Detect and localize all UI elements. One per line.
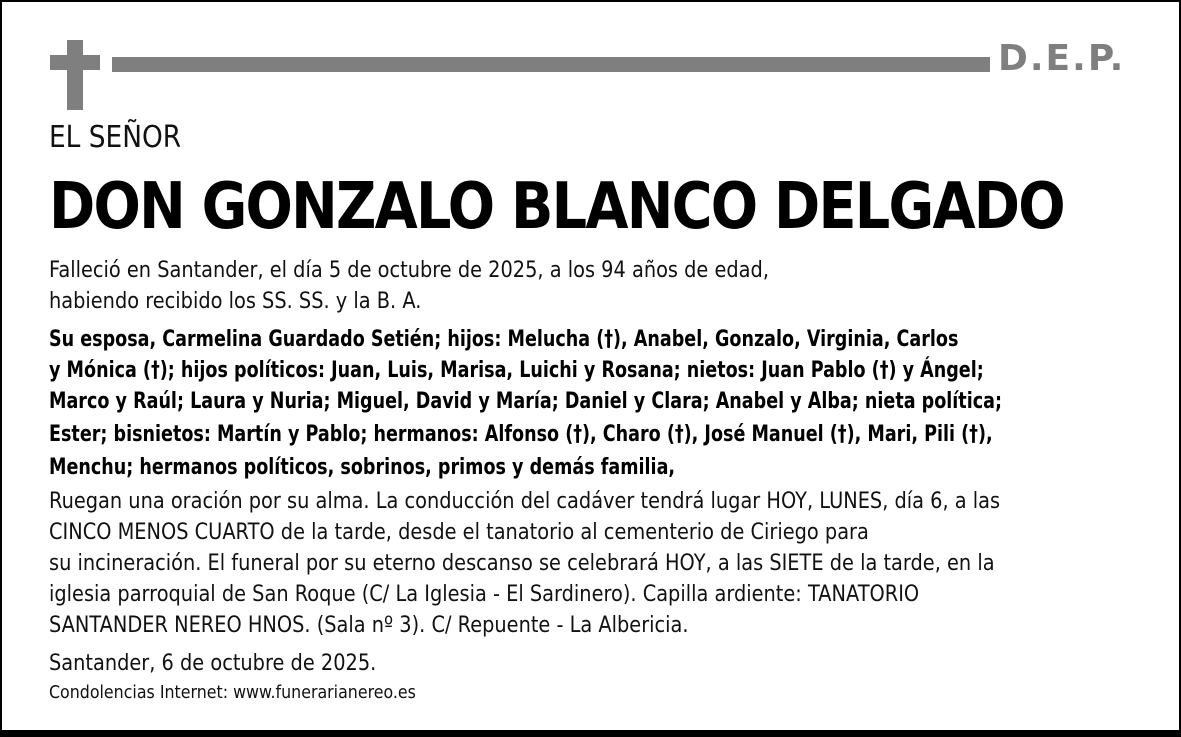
death-line: Falleció en Santander, el día 5 de octubre de 2025, a los 94 años de edad,: [49, 257, 769, 283]
honorific: EL SEÑOR: [49, 120, 182, 155]
ceremony-line: su incineración. El funeral por su eterno descanso se celebrará HOY, a las SIETE de la tarde, en la: [49, 550, 995, 576]
family-line: Marco y Raúl; Laura y Nuria; Miguel, David y María; Daniel y Clara; Anabel y Alba; nieta política;: [49, 388, 1002, 414]
condolences-text: Condolencias Internet: www.funerarianereo.es: [49, 682, 416, 703]
ceremony-line: CINCO MENOS CUARTO de la tarde, desde el tanatorio al cementerio de Ciriego para: [49, 519, 869, 545]
family-line: y Mónica (†); hijos políticos: Juan, Luis, Marisa, Luichi y Rosana; nietos: Juan Pablo (†) y Ángel;: [49, 357, 984, 383]
death-line: habiendo recibido los SS. SS. y la B. A.: [49, 288, 422, 314]
family-line: Ester; bisnietos: Martín y Pablo; hermanos: Alfonso (†), Charo (†), José Manuel (†), Mari, Pili (†),: [49, 421, 993, 447]
ceremony-line: SANTANDER NEREO HNOS. (Sala nº 3). C/ Repuente - La Albericia.: [49, 612, 689, 638]
family-line: Menchu; hermanos políticos, sobrinos, primos y demás familia,: [49, 454, 676, 480]
deceased-name: DON GONZALO BLANCO DELGADO: [49, 170, 1064, 244]
dep-label: D.E.P.: [998, 38, 1126, 79]
cross-icon: [50, 40, 100, 110]
place-date: Santander, 6 de octubre de 2025.: [49, 650, 377, 676]
ceremony-line: Ruegan una oración por su alma. La conducción del cadáver tendrá lugar HOY, LUNES, día 6, a las: [49, 488, 1001, 514]
family-line: Su esposa, Carmelina Guardado Setién; hijos: Melucha (†), Anabel, Gonzalo, Virginia, Carlos: [49, 326, 959, 352]
ceremony-line: iglesia parroquial de San Roque (C/ La Iglesia - El Sardinero). Capilla ardiente: TANATORIO: [49, 581, 920, 607]
header-rule: [112, 57, 990, 72]
